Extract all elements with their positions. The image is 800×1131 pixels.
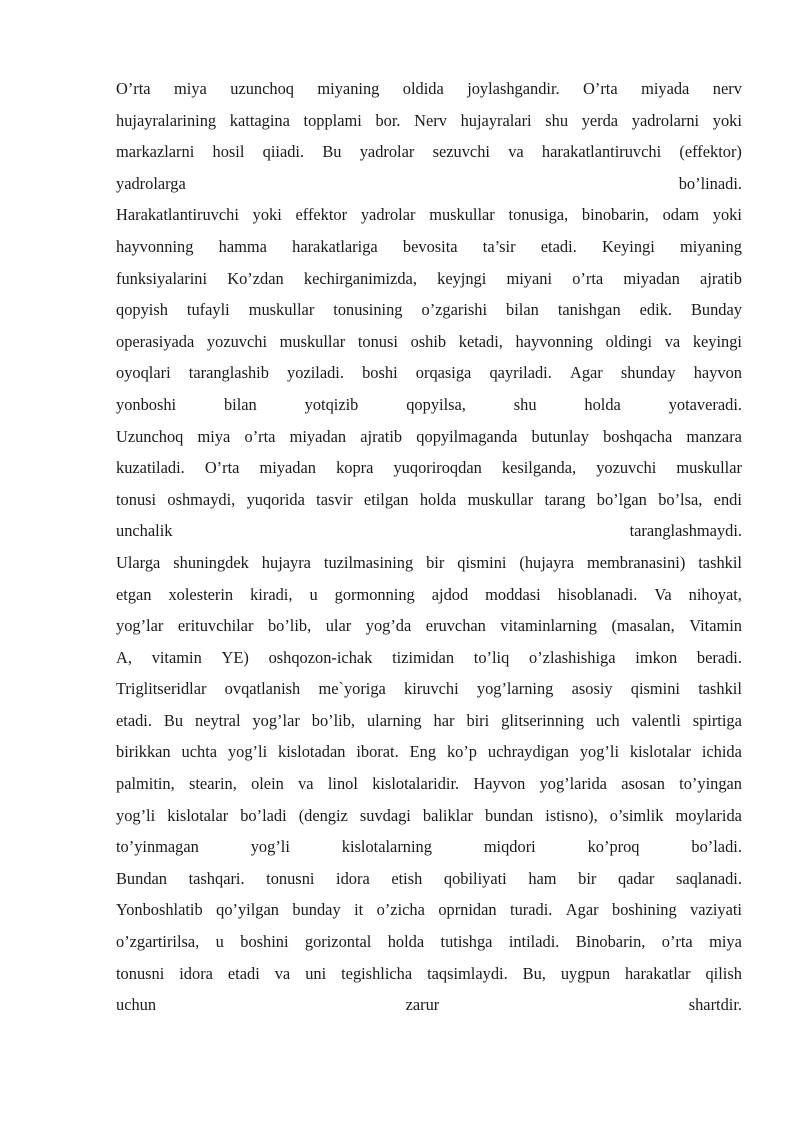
word: Keyingi: [601, 236, 655, 256]
word: imkon: [635, 647, 678, 667]
text-line: [116, 800, 742, 832]
word: nihoyat,: [688, 584, 742, 604]
word: oldingi: [605, 331, 653, 351]
word: uchun: [116, 995, 157, 1015]
word: qobiliyati: [443, 868, 507, 888]
word: hujayralari: [460, 110, 532, 130]
word: YE): [221, 647, 249, 667]
word: miyada: [641, 79, 690, 98]
word: bo’ladi.: [691, 837, 742, 857]
word: asosan: [621, 774, 665, 794]
word: kiruvchi: [404, 679, 459, 699]
word: yog’li: [250, 837, 290, 857]
word: miyadan: [623, 268, 680, 288]
word: moylarida: [675, 805, 742, 825]
word: valentli: [631, 710, 681, 730]
word: tashkil: [698, 552, 742, 572]
word: harakatlar: [624, 963, 691, 983]
word: yoki: [252, 205, 282, 225]
word: kislotalar: [167, 805, 229, 825]
word: yoki: [712, 205, 742, 225]
text-line: [116, 768, 742, 800]
word: hosil: [212, 142, 245, 162]
text-line: [116, 231, 742, 263]
word: Bunday: [690, 300, 742, 320]
word: tonusi: [357, 331, 398, 351]
word: bo’lgan: [596, 489, 647, 509]
word: funksiyalarini: [116, 268, 208, 288]
word: yadrolarga: [116, 173, 186, 193]
word: miyadan: [259, 458, 316, 478]
word: (hujayra: [519, 552, 575, 572]
word: ajdod: [431, 584, 469, 604]
word: shartdir.: [688, 995, 742, 1015]
word: ham: [528, 868, 557, 888]
text-line: [116, 926, 742, 958]
word: qiiadi.: [262, 142, 305, 162]
word: yadrolar: [359, 142, 415, 162]
word: o’simlik: [609, 805, 664, 825]
word: markazlarni: [116, 142, 195, 162]
word: shuningdek: [173, 552, 249, 572]
word: qismini: [630, 679, 680, 699]
word: Bu: [163, 710, 184, 730]
word: turadi.: [510, 900, 553, 920]
word: o’zicha: [376, 900, 425, 920]
word: tonusni: [116, 963, 165, 983]
word: miyani: [506, 268, 553, 288]
word: va: [664, 331, 681, 351]
word: istisno),: [545, 805, 598, 825]
word: ular: [325, 616, 352, 636]
text-line: [116, 73, 742, 105]
word: bor.: [375, 110, 401, 130]
word: erituvchilar: [177, 616, 254, 636]
word: yog’lar: [252, 710, 300, 730]
text-line: [116, 263, 742, 295]
word: tonusni: [266, 868, 315, 888]
word: kechirganimizda,: [303, 268, 417, 288]
word: tizimidan: [392, 647, 455, 667]
word: muskullar: [279, 331, 346, 351]
word: har: [433, 710, 455, 730]
word: shu: [513, 394, 537, 414]
word: oldida: [402, 79, 444, 98]
word: tonusi: [116, 489, 157, 509]
text-line: [116, 389, 742, 421]
word: (masalan,: [611, 616, 675, 636]
word: etadi.: [540, 236, 577, 256]
word: spirtiga: [692, 710, 742, 730]
word: moddasi: [485, 584, 541, 604]
word: holda: [419, 489, 457, 509]
word: muskullar: [676, 458, 742, 478]
text-line: [116, 989, 742, 1021]
word: kislotadan: [278, 742, 346, 762]
word: tarang: [544, 489, 586, 509]
word: va: [298, 774, 314, 794]
word: qopyish: [116, 300, 168, 320]
word: ko’proq: [587, 837, 640, 857]
word: ovqatlanish: [224, 679, 301, 699]
word: eruvchan: [425, 616, 486, 636]
word: ko’p: [446, 742, 477, 762]
word: membranasini): [586, 552, 686, 572]
word: gorizontal: [304, 932, 372, 952]
word: idora: [336, 868, 370, 888]
word: etish: [391, 868, 423, 888]
word: miyadan: [289, 426, 347, 446]
word: vitaminlarning: [500, 616, 597, 636]
word: qilish: [705, 963, 742, 983]
word: uch: [595, 710, 620, 730]
word: yerda: [581, 110, 619, 130]
word: Ko’zdan: [227, 268, 284, 288]
word: o’rta: [244, 426, 276, 446]
word: Eng: [409, 742, 437, 762]
word: orqasiga: [415, 363, 472, 383]
word: o’rta: [661, 932, 693, 952]
word: yozuvchi: [206, 331, 268, 351]
word: joylashgandir.: [467, 79, 560, 98]
word: Harakatlantiruvchi: [116, 205, 239, 225]
word: va: [274, 963, 291, 983]
word: bilan: [223, 394, 257, 414]
word: bundan: [485, 805, 534, 825]
text-line: [116, 515, 742, 547]
word: hayvonning: [116, 236, 194, 256]
word: tashqari.: [188, 868, 245, 888]
word: yoziladi.: [287, 363, 344, 383]
word: taranglashmaydi.: [629, 521, 742, 541]
word: qadar: [617, 868, 655, 888]
word: kiradi,: [250, 584, 293, 604]
word: oyoqlari: [116, 363, 171, 383]
word: boshini: [240, 932, 289, 952]
word: tonusining: [333, 300, 403, 320]
word: u: [309, 584, 318, 604]
word: kesilganda,: [501, 458, 577, 478]
word: o’zlashishiga: [529, 647, 616, 667]
word: yozuvchi: [596, 458, 657, 478]
word: tashkil: [698, 679, 742, 699]
text-line: [116, 199, 742, 231]
text-line: [116, 547, 742, 579]
word: yadrolar: [360, 205, 416, 225]
word: O’rta: [583, 79, 618, 98]
word: ketadi,: [458, 331, 503, 351]
text-line: [116, 736, 742, 768]
word: bunday: [292, 900, 341, 920]
word: o’rta: [572, 268, 604, 288]
word: taqsimlaydi.: [427, 963, 508, 983]
word: glitserinning: [501, 710, 585, 730]
word: taranglashib: [188, 363, 269, 383]
word: miyaning: [680, 236, 742, 256]
text-line: [116, 136, 742, 168]
word: manzara: [686, 426, 742, 446]
word: ichida: [701, 742, 742, 762]
word: Bundan: [116, 868, 167, 888]
word: bo’ladi: [240, 805, 287, 825]
word: keyingi: [692, 331, 742, 351]
word: yog’li: [579, 742, 619, 762]
word: yog’li: [227, 742, 268, 762]
word: tuzilmasining: [323, 552, 414, 572]
word: vaziyati: [690, 900, 742, 920]
word: boshi: [362, 363, 398, 383]
word: keyjngi: [437, 268, 487, 288]
text-line: [116, 105, 742, 137]
word: yog’li: [116, 805, 156, 825]
word: qopyilsa,: [406, 394, 466, 414]
word: A,: [116, 647, 132, 667]
word: ajratib: [360, 426, 403, 446]
word: tonusiga,: [508, 205, 569, 225]
word: qismini: [457, 552, 507, 572]
word: odam: [662, 205, 699, 225]
word: shunday: [620, 363, 676, 383]
word: sezuvchi: [432, 142, 490, 162]
word: boshqacha: [603, 426, 673, 446]
word: harakatlariga: [292, 236, 378, 256]
text-line: [116, 831, 742, 863]
word: kuzatiladi.: [116, 458, 185, 478]
word: Vitamin: [689, 616, 742, 636]
word: yonboshi: [116, 394, 177, 414]
word: baliklar: [422, 805, 473, 825]
word: kislotalar: [629, 742, 691, 762]
text-line: [116, 294, 742, 326]
word: qo’yilgan: [216, 900, 279, 920]
word: o’zgarishi: [421, 300, 488, 320]
word: bo’linadi.: [678, 173, 742, 193]
text-line: [116, 673, 742, 705]
word: iborat.: [356, 742, 399, 762]
word: tutishga: [440, 932, 493, 952]
text-line: [116, 168, 742, 200]
word: bo’lib,: [267, 616, 312, 636]
word: kislotalaridir.: [372, 774, 460, 794]
word: muskullar: [429, 205, 495, 225]
word: hujayra: [261, 552, 311, 572]
word: O’rta: [204, 458, 240, 478]
word: muskullar: [248, 300, 315, 320]
word: topplami: [303, 110, 362, 130]
word: uzunchoq: [230, 79, 294, 98]
word: bo’lsa,: [658, 489, 703, 509]
word: etadi: [227, 963, 260, 983]
word: to’yingan: [679, 774, 742, 794]
word: effektor: [295, 205, 348, 225]
word: tufayli: [186, 300, 230, 320]
word: birikkan: [116, 742, 171, 762]
word: yotaveradi.: [668, 394, 742, 414]
text-line: [116, 326, 742, 358]
word: etilgan: [363, 489, 409, 509]
word: gormonning: [334, 584, 415, 604]
word: intiladi.: [508, 932, 560, 952]
word: yoki: [712, 110, 742, 130]
word: operasiyada: [116, 331, 195, 351]
word: harakatlantiruvchi: [541, 142, 662, 162]
text-line: [116, 421, 742, 453]
word: kattagina: [229, 110, 290, 130]
word: yog’larida: [539, 774, 607, 794]
word: uygpun: [560, 963, 611, 983]
word: miqdori: [483, 837, 536, 857]
word: beradi.: [696, 647, 742, 667]
word: hisoblanadi.: [557, 584, 638, 604]
word: Hayvon: [473, 774, 526, 794]
word: saqlanadi.: [675, 868, 742, 888]
word: asosiy: [571, 679, 613, 699]
word: ularning: [366, 710, 422, 730]
word: oshqozon-ichak: [268, 647, 373, 667]
word: etgan: [116, 584, 152, 604]
word: o’zgartirilsa,: [116, 932, 200, 952]
word: xolesterin: [168, 584, 234, 604]
word: Agar: [565, 900, 599, 920]
text-line: [116, 610, 742, 642]
word: miyaning: [317, 79, 380, 98]
word: me`yoriga: [318, 679, 386, 699]
word: muskullar: [467, 489, 534, 509]
word: tasvir: [316, 489, 353, 509]
text-line: [116, 452, 742, 484]
word: bir: [578, 868, 597, 888]
word: bevosita: [402, 236, 458, 256]
word: qayriladi.: [489, 363, 552, 383]
word: Ularga: [116, 552, 161, 572]
word: u: [215, 932, 224, 952]
word: uchta: [181, 742, 218, 762]
word: boshining: [612, 900, 677, 920]
word: tanishgan: [557, 300, 621, 320]
word: yadrolarni: [631, 110, 700, 130]
word: tegishlicha: [341, 963, 413, 983]
word: binobarin,: [581, 205, 649, 225]
word: Yonboshlatib: [116, 900, 203, 920]
word: Bu: [322, 142, 342, 162]
word: Nerv: [414, 110, 447, 130]
word: olein: [251, 774, 284, 794]
text-line: [116, 705, 742, 737]
word: yog’larning: [476, 679, 554, 699]
word: Bu,: [522, 963, 546, 983]
word: hujayralarining: [116, 110, 217, 130]
word: unchalik: [116, 521, 173, 541]
word: neytral: [195, 710, 241, 730]
word: Binobarin,: [575, 932, 646, 952]
word: biri: [466, 710, 490, 730]
text-line: [116, 958, 742, 990]
word: to’liq: [473, 647, 510, 667]
word: holda: [584, 394, 621, 414]
word: O’rta: [116, 79, 151, 98]
word: Uzunchoq: [116, 426, 184, 446]
word: hamma: [218, 236, 267, 256]
word: suvdagi: [359, 805, 411, 825]
word: Triglitseridlar: [116, 679, 207, 699]
word: hayvonning: [515, 331, 593, 351]
word: it: [354, 900, 364, 920]
text-line: [116, 484, 742, 516]
word: linol: [327, 774, 358, 794]
word: nerv: [712, 79, 742, 98]
word: zarur: [405, 995, 440, 1015]
word: shu: [545, 110, 569, 130]
word: to’yinmagan: [116, 837, 199, 857]
word: palmitin,: [116, 774, 175, 794]
word: bir: [426, 552, 445, 572]
word: (dengiz: [298, 805, 348, 825]
word: kislotalarning: [341, 837, 432, 857]
word: uchraydigan: [487, 742, 569, 762]
word: qopyilmaganda: [416, 426, 518, 446]
text-line: [116, 357, 742, 389]
word: bo’lib,: [311, 710, 356, 730]
word: vitamin: [151, 647, 202, 667]
word: endi: [713, 489, 742, 509]
word: uni: [305, 963, 327, 983]
word: miya: [197, 426, 231, 446]
word: (effektor): [679, 142, 742, 162]
word: holda: [387, 932, 425, 952]
text-line: [116, 863, 742, 895]
word: stearin,: [189, 774, 237, 794]
word: etadi.: [116, 710, 152, 730]
word: Va: [654, 584, 672, 604]
word: oshmaydi,: [167, 489, 236, 509]
word: yog’da: [365, 616, 412, 636]
word: yog’lar: [116, 616, 164, 636]
word: idora: [179, 963, 213, 983]
word: ta’sir: [482, 236, 516, 256]
word: yuqorida: [246, 489, 305, 509]
word: oshib: [410, 331, 447, 351]
text-line: [116, 642, 742, 674]
word: Agar: [570, 363, 603, 383]
word: oprnidan: [438, 900, 497, 920]
word: butunlay: [531, 426, 589, 446]
text-line: [116, 894, 742, 926]
word: bilan: [506, 300, 539, 320]
word: yuqoriroqdan: [393, 458, 482, 478]
document-page: [116, 73, 742, 1021]
word: va: [508, 142, 524, 162]
word: edik.: [639, 300, 672, 320]
text-line: [116, 579, 742, 611]
word: miya: [174, 79, 207, 98]
word: kopra: [336, 458, 374, 478]
word: miya: [709, 932, 742, 952]
word: ajratib: [700, 268, 742, 288]
word: yotqizib: [304, 394, 359, 414]
word: hayvon: [693, 363, 742, 383]
